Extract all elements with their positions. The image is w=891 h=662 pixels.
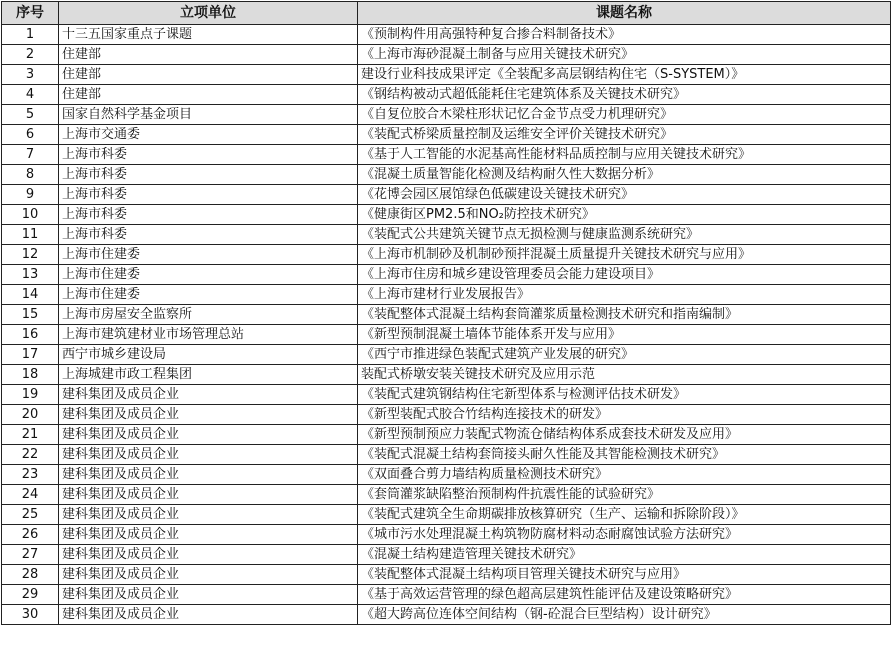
row-serial-number: 1	[2, 25, 59, 45]
row-serial-number: 29	[2, 585, 59, 605]
row-topic-name: 《基于人工智能的水泥基高性能材料品质控制与应用关键技术研究》	[358, 145, 891, 165]
row-topic-name: 《装配式桥梁质量控制及运维安全评价关键技术研究》	[358, 125, 891, 145]
row-project-unit: 上海市交通委	[59, 125, 358, 145]
row-serial-number: 25	[2, 505, 59, 525]
table-row	[2, 245, 891, 265]
row-topic-name: 《装配式建筑全生命期碳排放核算研究（生产、运输和拆除阶段）》	[358, 505, 891, 525]
table-row	[2, 445, 891, 465]
row-project-unit: 上海市科委	[59, 205, 358, 225]
row-project-unit: 建科集团及成员企业	[59, 605, 358, 625]
row-serial-number: 20	[2, 405, 59, 425]
row-project-unit: 西宁市城乡建设局	[59, 345, 358, 365]
row-serial-number: 16	[2, 325, 59, 345]
row-project-unit: 上海市住建委	[59, 265, 358, 285]
table-row	[2, 85, 891, 105]
row-project-unit: 建科集团及成员企业	[59, 565, 358, 585]
row-project-unit: 住建部	[59, 65, 358, 85]
table-row	[2, 165, 891, 185]
row-project-unit: 十三五国家重点子课题	[59, 25, 358, 45]
table-header-row	[2, 2, 891, 25]
row-topic-name: 《装配式建筑钢结构住宅新型体系与检测评估技术研发》	[358, 385, 891, 405]
row-serial-number: 4	[2, 85, 59, 105]
header-project-unit: 立项单位	[59, 2, 358, 25]
row-topic-name: 《超大跨高位连体空间结构（钢-砼混合巨型结构）设计研究》	[358, 605, 891, 625]
row-topic-name: 《混凝土质量智能化检测及结构耐久性大数据分析》	[358, 165, 891, 185]
project-table	[1, 1, 891, 625]
row-topic-name: 《新型装配式胶合竹结构连接技术的研发》	[358, 405, 891, 425]
table-row	[2, 565, 891, 585]
row-serial-number: 14	[2, 285, 59, 305]
row-topic-name: 《花博会园区展馆绿色低碳建设关键技术研究》	[358, 185, 891, 205]
row-serial-number: 10	[2, 205, 59, 225]
table-row	[2, 45, 891, 65]
table-row	[2, 305, 891, 325]
row-project-unit: 上海市住建委	[59, 245, 358, 265]
row-project-unit: 上海市房屋安全监察所	[59, 305, 358, 325]
row-serial-number: 30	[2, 605, 59, 625]
row-topic-name: 《上海市机制砂及机制砂预拌混凝土质量提升关键技术研究与应用》	[358, 245, 891, 265]
row-topic-name: 《套筒灌浆缺陷整治预制构件抗震性能的试验研究》	[358, 485, 891, 505]
row-serial-number: 24	[2, 485, 59, 505]
table-row	[2, 605, 891, 625]
row-serial-number: 22	[2, 445, 59, 465]
header-topic-name: 课题名称	[358, 2, 891, 25]
row-topic-name: 装配式桥墩安装关键技术研究及应用示范	[358, 365, 891, 385]
row-project-unit: 上海市科委	[59, 165, 358, 185]
table-row	[2, 585, 891, 605]
row-project-unit: 建科集团及成员企业	[59, 425, 358, 445]
row-project-unit: 国家自然科学基金项目	[59, 105, 358, 125]
row-topic-name: 《西宁市推进绿色装配式建筑产业发展的研究》	[358, 345, 891, 365]
table-row	[2, 465, 891, 485]
row-topic-name: 《装配整体式混凝土结构套筒灌浆质量检测技术研究和指南编制》	[358, 305, 891, 325]
table-row	[2, 265, 891, 285]
row-project-unit: 建科集团及成员企业	[59, 585, 358, 605]
row-serial-number: 9	[2, 185, 59, 205]
row-project-unit: 建科集团及成员企业	[59, 505, 358, 525]
row-serial-number: 21	[2, 425, 59, 445]
row-serial-number: 28	[2, 565, 59, 585]
row-topic-name: 《城市污水处理混凝土构筑物防腐材料动态耐腐蚀试验方法研究》	[358, 525, 891, 545]
row-project-unit: 上海城建市政工程集团	[59, 365, 358, 385]
table-row	[2, 145, 891, 165]
row-project-unit: 建科集团及成员企业	[59, 385, 358, 405]
row-project-unit: 上海市科委	[59, 225, 358, 245]
table-row	[2, 345, 891, 365]
row-topic-name: 《上海市住房和城乡建设管理委员会能力建设项目》	[358, 265, 891, 285]
row-serial-number: 5	[2, 105, 59, 125]
row-topic-name: 《新型预制混凝土墙体节能体系开发与应用》	[358, 325, 891, 345]
table-row	[2, 425, 891, 445]
row-project-unit: 建科集团及成员企业	[59, 445, 358, 465]
table-body	[2, 25, 891, 625]
table-row	[2, 525, 891, 545]
row-serial-number: 27	[2, 545, 59, 565]
row-topic-name: 《双面叠合剪力墙结构质量检测技术研究》	[358, 465, 891, 485]
table-row	[2, 505, 891, 525]
row-topic-name: 建设行业科技成果评定《全装配多高层钢结构住宅（S-SYSTEM）》	[358, 65, 891, 85]
row-project-unit: 住建部	[59, 85, 358, 105]
row-project-unit: 上海市科委	[59, 185, 358, 205]
row-project-unit: 上海市建筑建材业市场管理总站	[59, 325, 358, 345]
header-serial-number: 序号	[2, 2, 59, 25]
row-serial-number: 19	[2, 385, 59, 405]
row-topic-name: 《上海市海砂混凝土制备与应用关键技术研究》	[358, 45, 891, 65]
row-topic-name: 《基于高效运营管理的绿色超高层建筑性能评估及建设策略研究》	[358, 585, 891, 605]
row-serial-number: 17	[2, 345, 59, 365]
row-serial-number: 11	[2, 225, 59, 245]
row-serial-number: 15	[2, 305, 59, 325]
row-topic-name: 《自复位胶合木梁柱形状记忆合金节点受力机理研究》	[358, 105, 891, 125]
table-row	[2, 185, 891, 205]
row-serial-number: 26	[2, 525, 59, 545]
table-row	[2, 365, 891, 385]
row-serial-number: 18	[2, 365, 59, 385]
row-topic-name: 《装配式公共建筑关键节点无损检测与健康监测系统研究》	[358, 225, 891, 245]
row-project-unit: 建科集团及成员企业	[59, 405, 358, 425]
row-project-unit: 住建部	[59, 45, 358, 65]
row-topic-name: 《健康街区PM2.5和NO₂防控技术研究》	[358, 205, 891, 225]
table-row	[2, 485, 891, 505]
row-topic-name: 《预制构件用高强特种复合掺合料制备技术》	[358, 25, 891, 45]
row-serial-number: 23	[2, 465, 59, 485]
row-serial-number: 12	[2, 245, 59, 265]
table-row	[2, 225, 891, 245]
table-row	[2, 285, 891, 305]
table-row	[2, 65, 891, 85]
row-project-unit: 建科集团及成员企业	[59, 485, 358, 505]
row-serial-number: 8	[2, 165, 59, 185]
table-row	[2, 405, 891, 425]
table-row	[2, 25, 891, 45]
row-serial-number: 2	[2, 45, 59, 65]
row-topic-name: 《装配整体式混凝土结构项目管理关键技术研究与应用》	[358, 565, 891, 585]
table-row	[2, 205, 891, 225]
table-row	[2, 125, 891, 145]
table-row	[2, 105, 891, 125]
row-project-unit: 建科集团及成员企业	[59, 545, 358, 565]
row-topic-name: 《新型预制预应力装配式物流仓储结构体系成套技术研发及应用》	[358, 425, 891, 445]
row-project-unit: 上海市住建委	[59, 285, 358, 305]
table-row	[2, 385, 891, 405]
row-topic-name: 《装配式混凝土结构套筒接头耐久性能及其智能检测技术研究》	[358, 445, 891, 465]
row-topic-name: 《混凝土结构建造管理关键技术研究》	[358, 545, 891, 565]
row-serial-number: 13	[2, 265, 59, 285]
row-project-unit: 上海市科委	[59, 145, 358, 165]
row-project-unit: 建科集团及成员企业	[59, 465, 358, 485]
table-row	[2, 325, 891, 345]
row-topic-name: 《钢结构被动式超低能耗住宅建筑体系及关键技术研究》	[358, 85, 891, 105]
row-serial-number: 6	[2, 125, 59, 145]
table-row	[2, 545, 891, 565]
row-serial-number: 7	[2, 145, 59, 165]
row-project-unit: 建科集团及成员企业	[59, 525, 358, 545]
row-topic-name: 《上海市建材行业发展报告》	[358, 285, 891, 305]
row-serial-number: 3	[2, 65, 59, 85]
